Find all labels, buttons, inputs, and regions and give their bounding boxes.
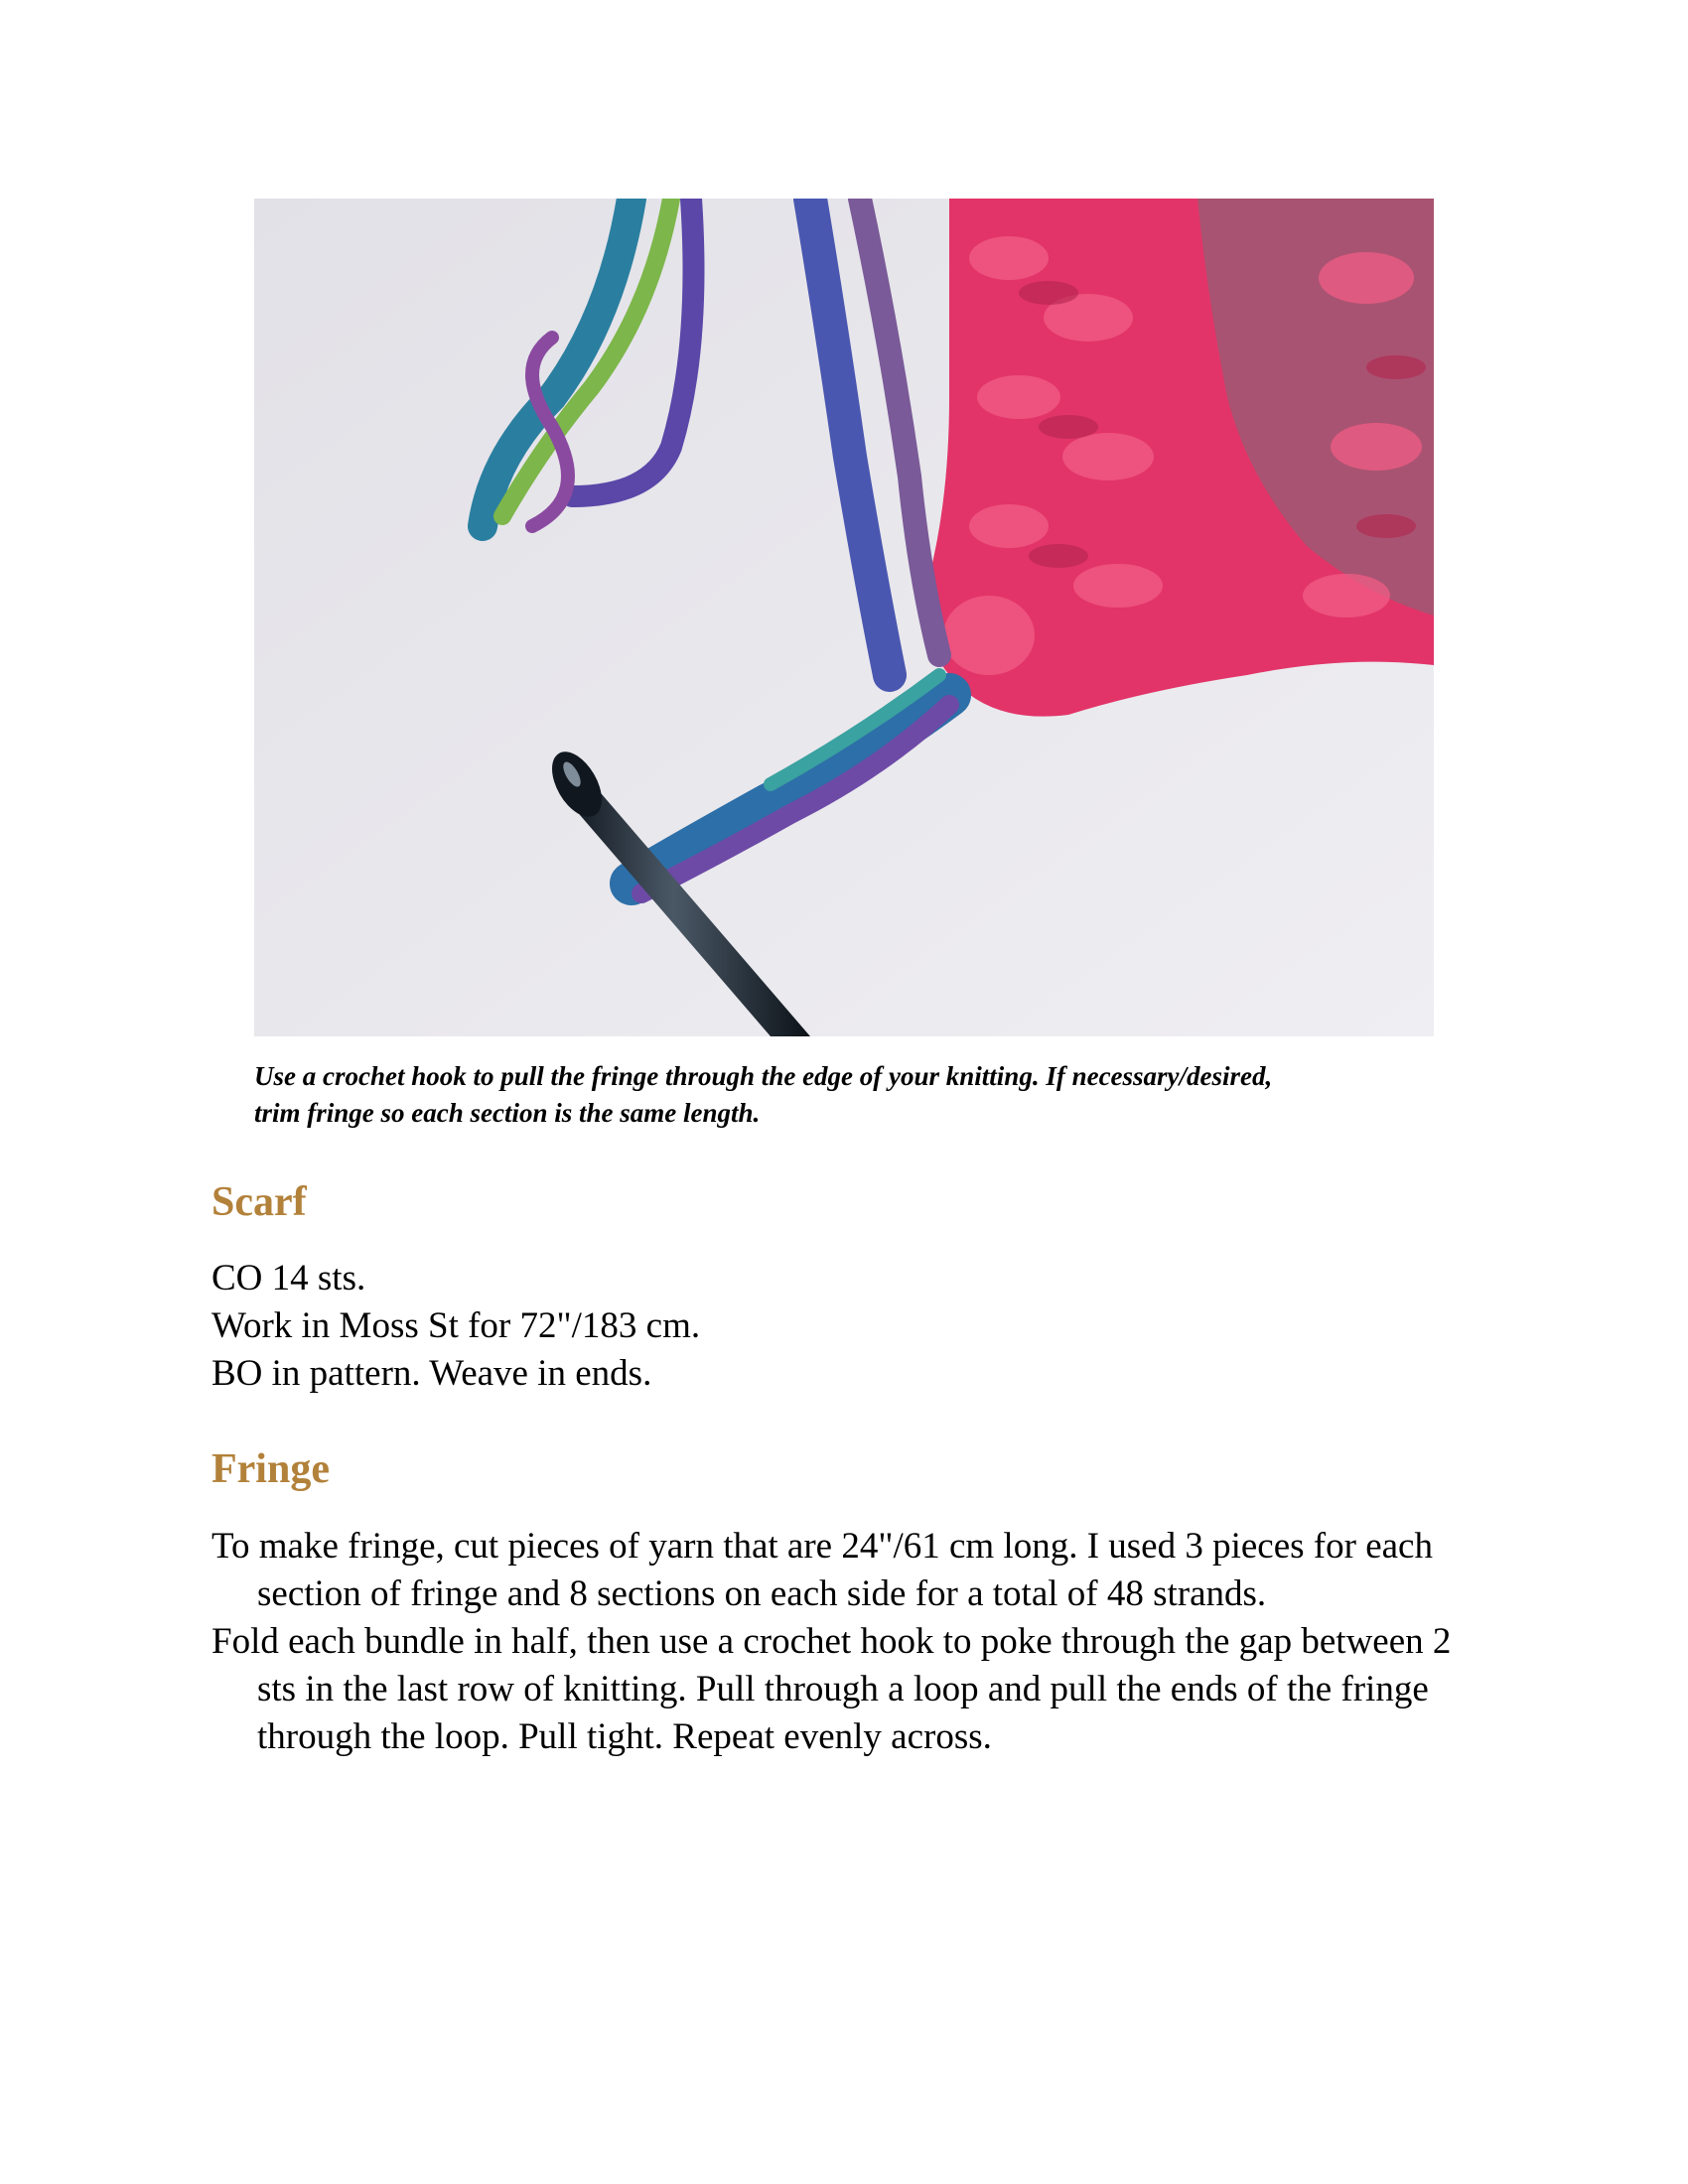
fringe-paragraph-cut: To make fringe, cut pieces of yarn that are 24"/61 cm long. I used 3 pieces for each section of fringe and 8 sections on each side for a total of 48 strands. bbox=[211, 1526, 1433, 1614]
scarf-line-bind-off: BO in pattern. Weave in ends. bbox=[211, 1353, 652, 1394]
scarf-heading: Scarf bbox=[211, 1179, 307, 1225]
fringe-heading: Fringe bbox=[211, 1446, 330, 1492]
scarf-line-cast-on: CO 14 sts. bbox=[211, 1258, 366, 1298]
photo-caption bbox=[254, 1058, 1446, 1132]
scarf-line-work: Work in Moss St for 72"/183 cm. bbox=[211, 1305, 701, 1346]
fringe-paragraph-attach: Fold each bundle in half, then use a crochet hook to poke through the gap between 2 sts in the last row of knitting. Pull through a loop and pull the ends of the fringe through the loop. Pull tight. Repeat evenly across. bbox=[211, 1621, 1452, 1757]
caption-line-1: Use a crochet hook to pull the fringe through the edge of your knitting. If necessary/desired, bbox=[254, 1061, 1273, 1091]
scarf-instructions bbox=[211, 1255, 1453, 1398]
yarn-crochet-hook-image bbox=[254, 199, 1434, 1036]
fringe-instructions bbox=[211, 1523, 1482, 1761]
fringe-photo bbox=[254, 199, 1434, 1036]
caption-line-2: trim fringe so each section is the same length. bbox=[254, 1098, 761, 1128]
